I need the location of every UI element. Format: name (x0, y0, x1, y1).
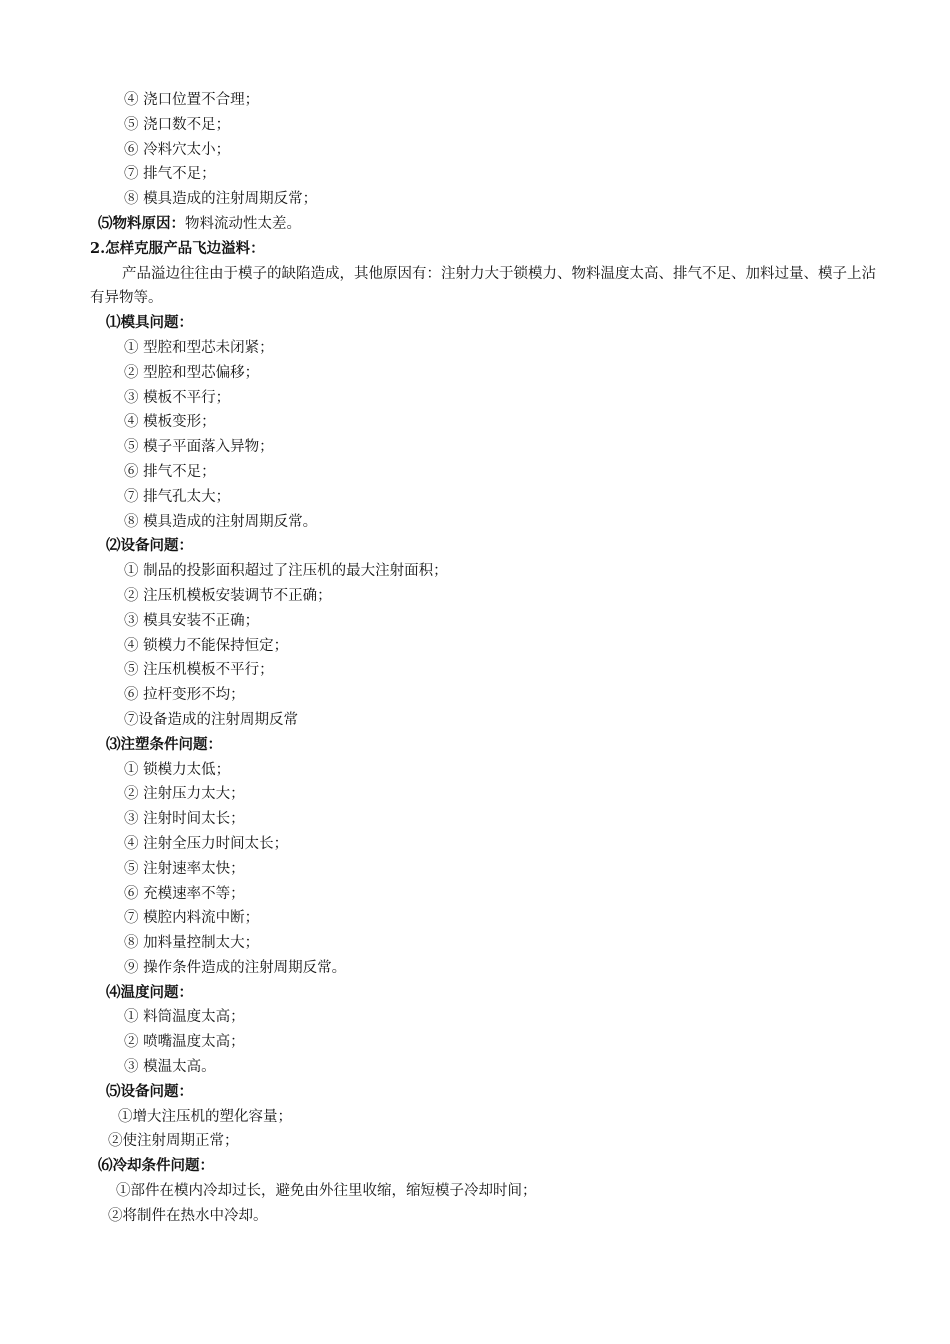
subsection-text: 物料流动性太差。 (185, 215, 301, 232)
document-page (0, 88, 950, 1229)
item-text: ⑤ 模子平面落入异物； (124, 439, 274, 456)
subsection-heading: ⑵设备问题： (106, 537, 193, 555)
item-text: ② 注射压力太大； (124, 786, 245, 803)
list-item (0, 113, 950, 138)
item-text: ② 喷嘴温度太高； (124, 1034, 245, 1051)
item-text: ③ 模板不平行； (124, 389, 231, 406)
item-text: ⑨ 操作条件造成的注射周期反常。 (124, 959, 347, 976)
list-item (0, 931, 950, 956)
item-text: ④ 模板变形； (124, 414, 216, 431)
list-item (0, 1030, 950, 1055)
subsection-heading: ⑷温度问题： (106, 983, 193, 1001)
list-item (0, 138, 950, 163)
item-text: ④ 浇口位置不合理； (124, 92, 260, 108)
list-item (0, 758, 950, 783)
item-text: ③ 模具安装不正确； (124, 612, 260, 629)
list-item (0, 609, 950, 634)
subsection-material-cause (0, 212, 950, 237)
list-item (0, 187, 950, 212)
list-item (0, 435, 950, 460)
list-item (0, 1005, 950, 1030)
item-text: ⑧ 模具造成的注射周期反常。 (124, 513, 318, 530)
item-text: ①增大注压机的塑化容量； (118, 1108, 292, 1125)
list-item (0, 1105, 950, 1130)
item-text: ① 料筒温度太高； (124, 1009, 245, 1026)
list-item (0, 460, 950, 485)
item-text: ④ 锁模力不能保持恒定； (124, 637, 289, 654)
item-text: ⑦ 排气不足； (124, 166, 216, 183)
subsection-equipment-2 (0, 1080, 950, 1105)
list-item (0, 361, 950, 386)
item-text: ⑦ 排气孔太大； (124, 488, 231, 505)
list-item (0, 708, 950, 733)
list-item (0, 584, 950, 609)
item-text: ⑥ 排气不足； (124, 463, 216, 480)
list-item (0, 832, 950, 857)
subsection-heading: ⑸物料原因： (98, 214, 185, 232)
list-item (0, 1179, 950, 1204)
subsection-molding-conditions (0, 733, 950, 758)
item-text: ⑤ 浇口数不足； (124, 116, 231, 133)
item-text: ⑥ 冷料穴太小； (124, 141, 231, 158)
item-text: ③ 注射时间太长； (124, 811, 245, 828)
list-item (0, 857, 950, 882)
item-text: ① 制品的投影面积超过了注压机的最大注射面积； (124, 563, 448, 580)
paragraph (0, 262, 950, 312)
subsection-mold (0, 311, 950, 336)
subsection-temperature (0, 981, 950, 1006)
list-item (0, 634, 950, 659)
item-text: ① 锁模力太低； (124, 761, 231, 778)
item-text: ② 注压机模板安装调节不正确； (124, 587, 332, 604)
list-item (0, 1204, 950, 1229)
list-item (0, 782, 950, 807)
list-item (0, 336, 950, 361)
section-heading-flash (0, 237, 950, 262)
item-text: ⑥ 充模速率不等； (124, 885, 245, 902)
section-heading: 2.怎样克服产品飞边溢料： (90, 239, 265, 257)
list-item (0, 485, 950, 510)
list-item (0, 658, 950, 683)
item-text: ⑥ 拉杆变形不均； (124, 687, 245, 704)
subsection-heading: ⑸设备问题： (106, 1082, 193, 1100)
list-item (0, 1129, 950, 1154)
item-text: ⑦设备造成的注射周期反常 (124, 711, 298, 728)
item-text: ⑧ 模具造成的注射周期反常； (124, 191, 318, 208)
paragraph-text: 产品溢边往往由于模子的缺陷造成，其他原因有：注射力大于锁模力、物料温度太高、排气不足、加料过量、模子上沾有异物等。 (90, 265, 876, 307)
item-text: ⑦ 模腔内料流中断； (124, 910, 260, 927)
item-text: ②将制件在热水中冷却。 (108, 1207, 268, 1224)
list-item (0, 956, 950, 981)
list-item (0, 88, 950, 113)
item-text: ④ 注射全压力时间太长； (124, 835, 289, 852)
subsection-equipment (0, 534, 950, 559)
list-item (0, 162, 950, 187)
item-text: ①部件在模内冷却过长，避免由外往里收缩，缩短模子冷却时间； (116, 1183, 537, 1200)
list-item (0, 683, 950, 708)
item-text: ② 型腔和型芯偏移； (124, 364, 260, 381)
subsection-cooling (0, 1154, 950, 1179)
item-text: ⑤ 注射速率太快； (124, 860, 245, 877)
item-text: ②使注射周期正常； (108, 1133, 239, 1150)
list-item (0, 807, 950, 832)
subsection-heading: ⑴模具问题： (106, 314, 193, 332)
list-item (0, 559, 950, 584)
list-item (0, 882, 950, 907)
list-item (0, 386, 950, 411)
list-item (0, 410, 950, 435)
list-item (0, 510, 950, 535)
list-item (0, 1055, 950, 1080)
list-item (0, 906, 950, 931)
item-text: ⑧ 加料量控制太大； (124, 935, 260, 952)
item-text: ③ 模温太高。 (124, 1059, 216, 1076)
subsection-heading: ⑹冷却条件问题： (98, 1157, 214, 1175)
subsection-heading: ⑶注塑条件问题： (106, 735, 222, 753)
item-text: ⑤ 注压机模板不平行； (124, 662, 274, 679)
item-text: ① 型腔和型芯未闭紧； (124, 339, 274, 356)
